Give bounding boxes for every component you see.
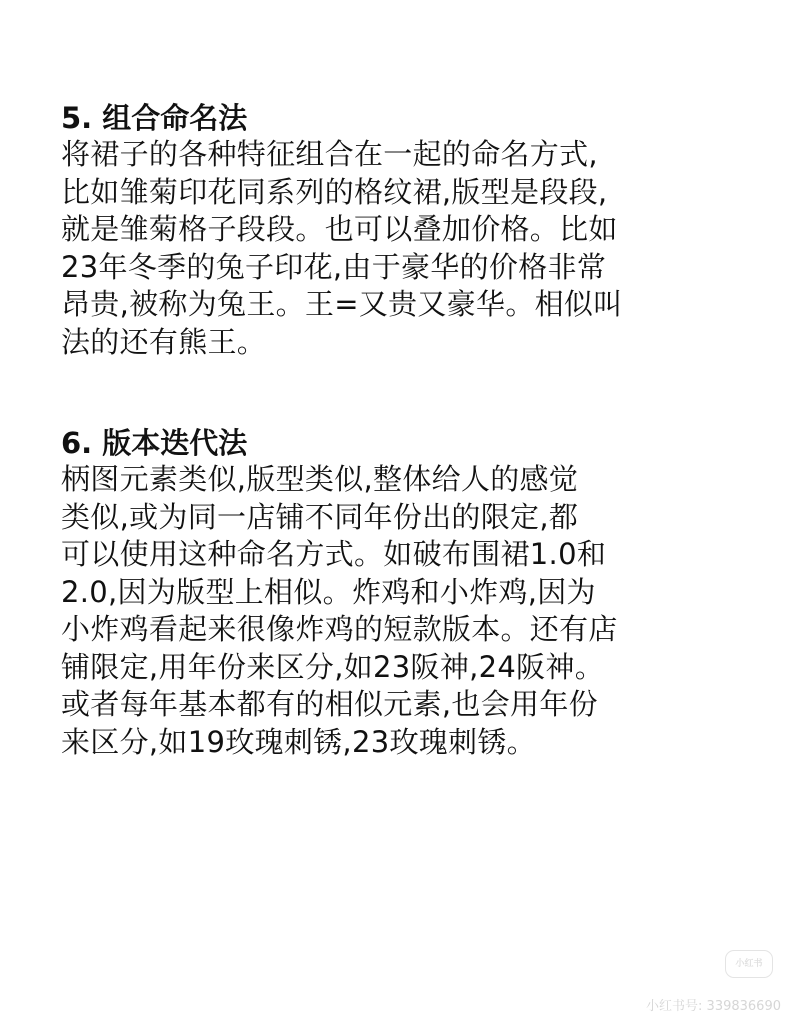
- body-line: 或者每年基本都有的相似元素,也会用年份: [61, 687, 598, 721]
- body-line: 小炸鸡看起来很像炸鸡的短款版本。还有店: [61, 612, 618, 646]
- body-line: 昂贵,被称为兔王。王=又贵又豪华。相似叫: [61, 287, 623, 321]
- user-id-watermark: 小红书号: 339836690: [646, 999, 781, 1014]
- body-line: 来区分,如19玫瑰刺锈,23玫瑰刺锈。: [61, 724, 536, 759]
- body-line: 可以使用这种命名方式。如破布围裙1.0和: [61, 537, 607, 571]
- body-line: 类似,或为同一店铺不同年份出的限定,都: [61, 499, 579, 534]
- body-line: 就是雏菊格子段段。也可以叠加价格。比如: [61, 212, 618, 246]
- body-line: 柄图元素类似,版型类似,整体给人的感觉: [61, 462, 579, 496]
- body-line: 比如雏菊印花同系列的格纹裙,版型是段段,: [61, 174, 608, 209]
- section-body: [61, 136, 761, 361]
- body-line: 铺限定,用年份来区分,如23阪神,24阪神。: [61, 649, 605, 684]
- section-body: [61, 461, 761, 761]
- section-heading: 5. 组合命名法: [61, 101, 248, 135]
- body-line: 2.0,因为版型上相似。炸鸡和小炸鸡,因为: [61, 574, 596, 609]
- body-line: 23年冬季的兔子印花,由于豪华的价格非常: [61, 249, 607, 284]
- xiaohongshu-logo-watermark: 小红书: [725, 950, 773, 978]
- section-version-iteration: [61, 425, 761, 761]
- section-heading: 6. 版本迭代法: [61, 426, 248, 460]
- section-combination-naming: [61, 100, 761, 361]
- body-line: 法的还有熊王。: [61, 324, 267, 359]
- body-line: 将裙子的各种特征组合在一起的命名方式,: [61, 137, 598, 171]
